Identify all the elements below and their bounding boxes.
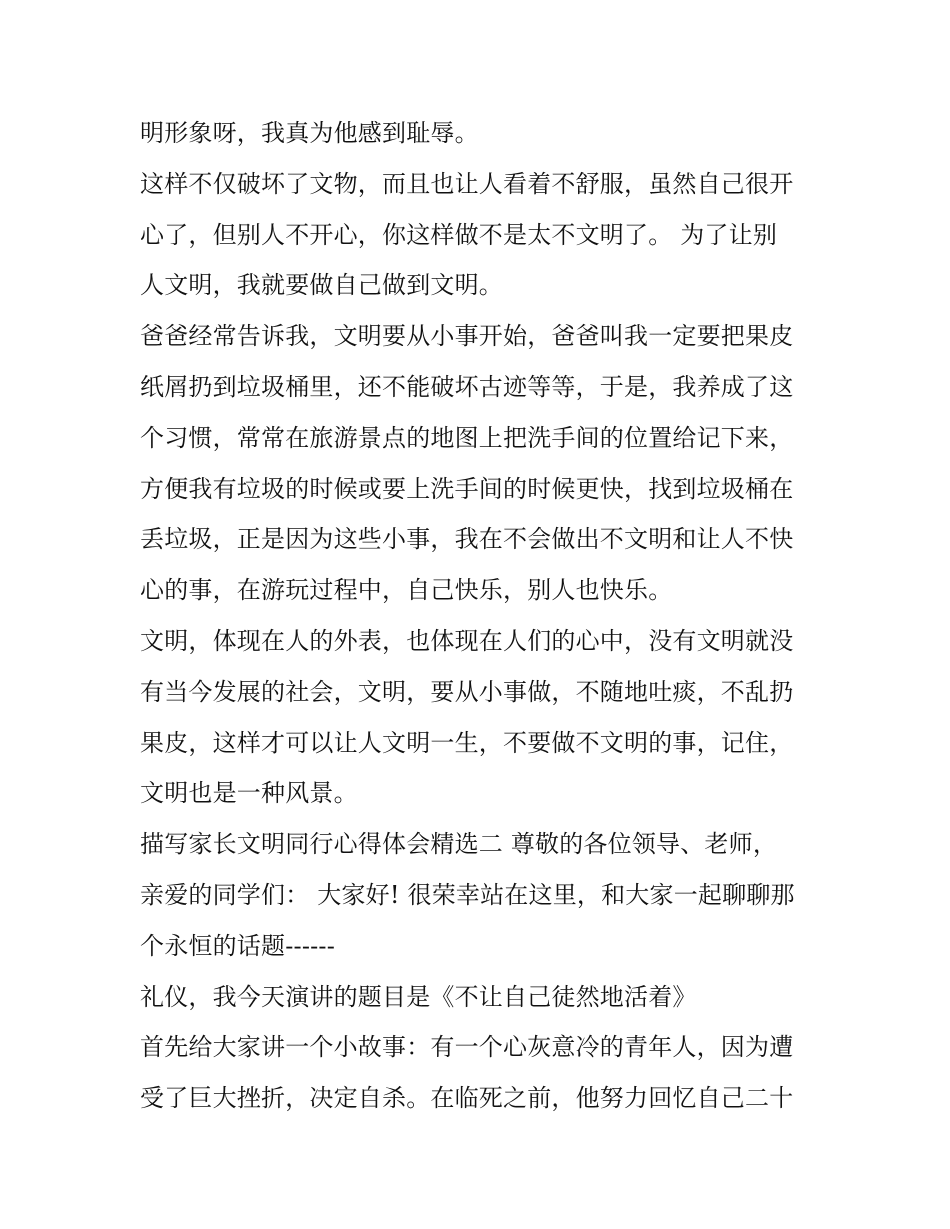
text-line: 有当今发展的社会，文明，要从小事做，不随地吐痰，不乱扔 [140,677,794,706]
text-line: 个习惯，常常在旅游景点的地图上把洗手间的位置给记下来， [140,423,794,452]
text-line: 描写家长文明同行心得体会精选二 尊敬的各位领导、老师， [140,830,778,859]
text-line: 人文明，我就要做自己做到文明。 [140,271,503,300]
text-line: 个永恒的话题------ [140,931,336,960]
text-line: 纸屑扔到垃圾桶里，还不能破坏古迹等等，于是，我养成了这 [140,372,794,401]
text-line: 方便我有垃圾的时候或要上洗手间的时候更快，找到垃圾桶在 [140,474,794,503]
text-line: 爸爸经常告诉我，文明要从小事开始，爸爸叫我一定要把果皮 [140,322,794,351]
text-line: 文明，体现在人的外表，也体现在人们的心中，没有文明就没 [140,626,794,655]
text-line: 礼仪，我今天演讲的题目是《不让自己徒然地活着》 [140,982,697,1011]
text-line: 明形象呀，我真为他感到耻辱。 [140,119,479,147]
text-line: 首先给大家讲一个小故事：有一个心灰意冷的青年人，因为遭 [140,1033,794,1062]
text-line: 这样不仅破坏了文物，而且也让人看着不舒服，虽然自己很开 [140,169,794,198]
text-line: 丢垃圾，正是因为这些小事，我在不会做出不文明和让人不快 [140,525,794,554]
text-line: 心了，但别人不开心，你这样做不是太不文明了。 为了让别 [140,220,778,249]
text-line: 亲爱的同学们： 大家好! 很荣幸站在这里，和大家一起聊聊那 [140,880,795,909]
text-line: 文明也是一种风景。 [140,779,358,808]
text-line: 受了巨大挫折，决定自杀。在临死之前，他努力回忆自己二十 [140,1084,794,1113]
text-line: 果皮，这样才可以让人文明一生，不要做不文明的事，记住， [140,728,794,757]
text-line: 心的事，在游玩过程中，自己快乐，别人也快乐。 [140,576,673,605]
